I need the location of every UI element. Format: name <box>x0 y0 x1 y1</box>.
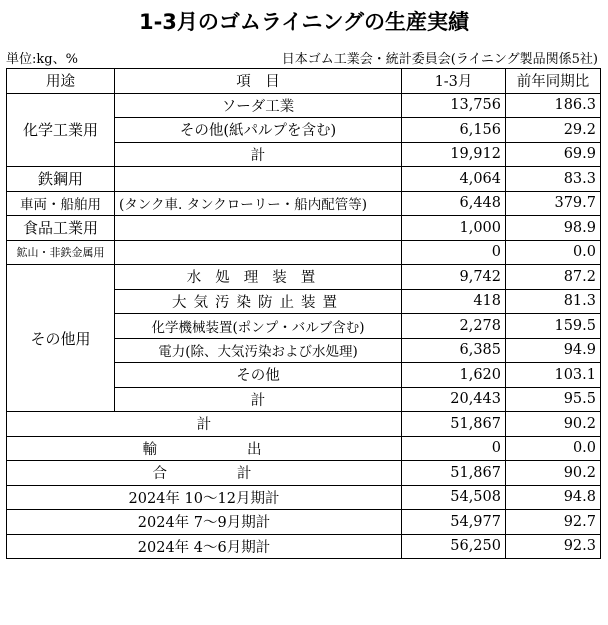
value-cell: 9,742 <box>402 265 506 290</box>
yoy-cell: 186.3 <box>506 93 601 118</box>
value-cell: 1,620 <box>402 363 506 388</box>
value-cell: 0 <box>402 436 506 461</box>
yoy-cell: 94.9 <box>506 338 601 363</box>
yoy-cell: 94.8 <box>506 485 601 510</box>
item-label: 電力(除、大気汚染および水処理) <box>115 338 402 363</box>
yoy-cell: 92.3 <box>506 534 601 559</box>
yoy-cell: 0.0 <box>506 436 601 461</box>
history-row <box>7 534 601 559</box>
item-label <box>115 240 402 265</box>
value-cell: 0 <box>402 240 506 265</box>
yoy-cell: 103.1 <box>506 363 601 388</box>
yoy-cell: 0.0 <box>506 240 601 265</box>
value-cell: 2,278 <box>402 314 506 339</box>
yoy-cell: 90.2 <box>506 412 601 437</box>
export-row <box>7 436 601 461</box>
item-label: (タンク車. タンクローリー・船内配管等) <box>115 191 402 216</box>
history-row <box>7 485 601 510</box>
item-label: 計 <box>115 387 402 412</box>
history-row <box>7 510 601 535</box>
value-cell: 51,867 <box>402 412 506 437</box>
yoy-cell: 92.7 <box>506 510 601 535</box>
table-row <box>7 93 601 118</box>
item-label <box>115 216 402 241</box>
yoy-cell: 83.3 <box>506 167 601 192</box>
subtotal-row <box>7 412 601 437</box>
value-cell: 6,156 <box>402 118 506 143</box>
yoy-cell: 69.9 <box>506 142 601 167</box>
category-chemical: 化学工業用 <box>7 93 115 167</box>
total-label: 合計 <box>7 461 402 486</box>
value-cell: 6,448 <box>402 191 506 216</box>
header-yoy: 前年同期比 <box>506 69 601 94</box>
value-cell: 51,867 <box>402 461 506 486</box>
production-table <box>6 68 601 559</box>
value-cell: 20,443 <box>402 387 506 412</box>
item-label <box>115 167 402 192</box>
table-row <box>7 265 601 290</box>
table-row <box>7 167 601 192</box>
item-label: 計 <box>115 142 402 167</box>
value-cell: 56,250 <box>402 534 506 559</box>
item-label: 大気汚染防止装置 <box>115 289 402 314</box>
table-row <box>7 240 601 265</box>
source-label: 日本ゴム工業会・統計委員会(ライニング製品関係5社) <box>281 52 598 67</box>
value-cell: 54,508 <box>402 485 506 510</box>
yoy-cell: 95.5 <box>506 387 601 412</box>
yoy-cell: 90.2 <box>506 461 601 486</box>
value-cell: 418 <box>402 289 506 314</box>
value-cell: 19,912 <box>402 142 506 167</box>
item-label: その他 <box>115 363 402 388</box>
value-cell: 4,064 <box>402 167 506 192</box>
value-cell: 54,977 <box>402 510 506 535</box>
export-label: 輸出 <box>7 436 402 461</box>
table-row <box>7 216 601 241</box>
item-label: ソーダ工業 <box>115 93 402 118</box>
category-steel: 鉄鋼用 <box>7 167 115 192</box>
item-label: 化学機械装置(ポンプ・バルブ含む) <box>115 314 402 339</box>
category-food: 食品工業用 <box>7 216 115 241</box>
history-label: 2024年 4〜6月期計 <box>7 534 402 559</box>
unit-label: 単位:kg、% <box>6 52 78 67</box>
yoy-cell: 98.9 <box>506 216 601 241</box>
total-row <box>7 461 601 486</box>
category-other: その他用 <box>7 265 115 412</box>
header-item: 項 目 <box>115 69 402 94</box>
header-row <box>7 69 601 94</box>
page-title: 1-3月のゴムライニングの生産実績 <box>138 10 470 34</box>
yoy-cell: 81.3 <box>506 289 601 314</box>
value-cell: 1,000 <box>402 216 506 241</box>
history-label: 2024年 7〜9月期計 <box>7 510 402 535</box>
header-use: 用途 <box>7 69 115 94</box>
table-row <box>7 191 601 216</box>
yoy-cell: 379.7 <box>506 191 601 216</box>
category-mining: 鉱山・非鉄金属用 <box>7 240 115 265</box>
category-vehicle: 車両・船舶用 <box>7 191 115 216</box>
yoy-cell: 87.2 <box>506 265 601 290</box>
yoy-cell: 29.2 <box>506 118 601 143</box>
item-label: 水処理装置 <box>115 265 402 290</box>
header-period: 1-3月 <box>402 69 506 94</box>
subtotal-label: 計 <box>7 412 402 437</box>
history-label: 2024年 10〜12月期計 <box>7 485 402 510</box>
value-cell: 6,385 <box>402 338 506 363</box>
item-label: その他(紙パルプを含む) <box>115 118 402 143</box>
value-cell: 13,756 <box>402 93 506 118</box>
yoy-cell: 159.5 <box>506 314 601 339</box>
